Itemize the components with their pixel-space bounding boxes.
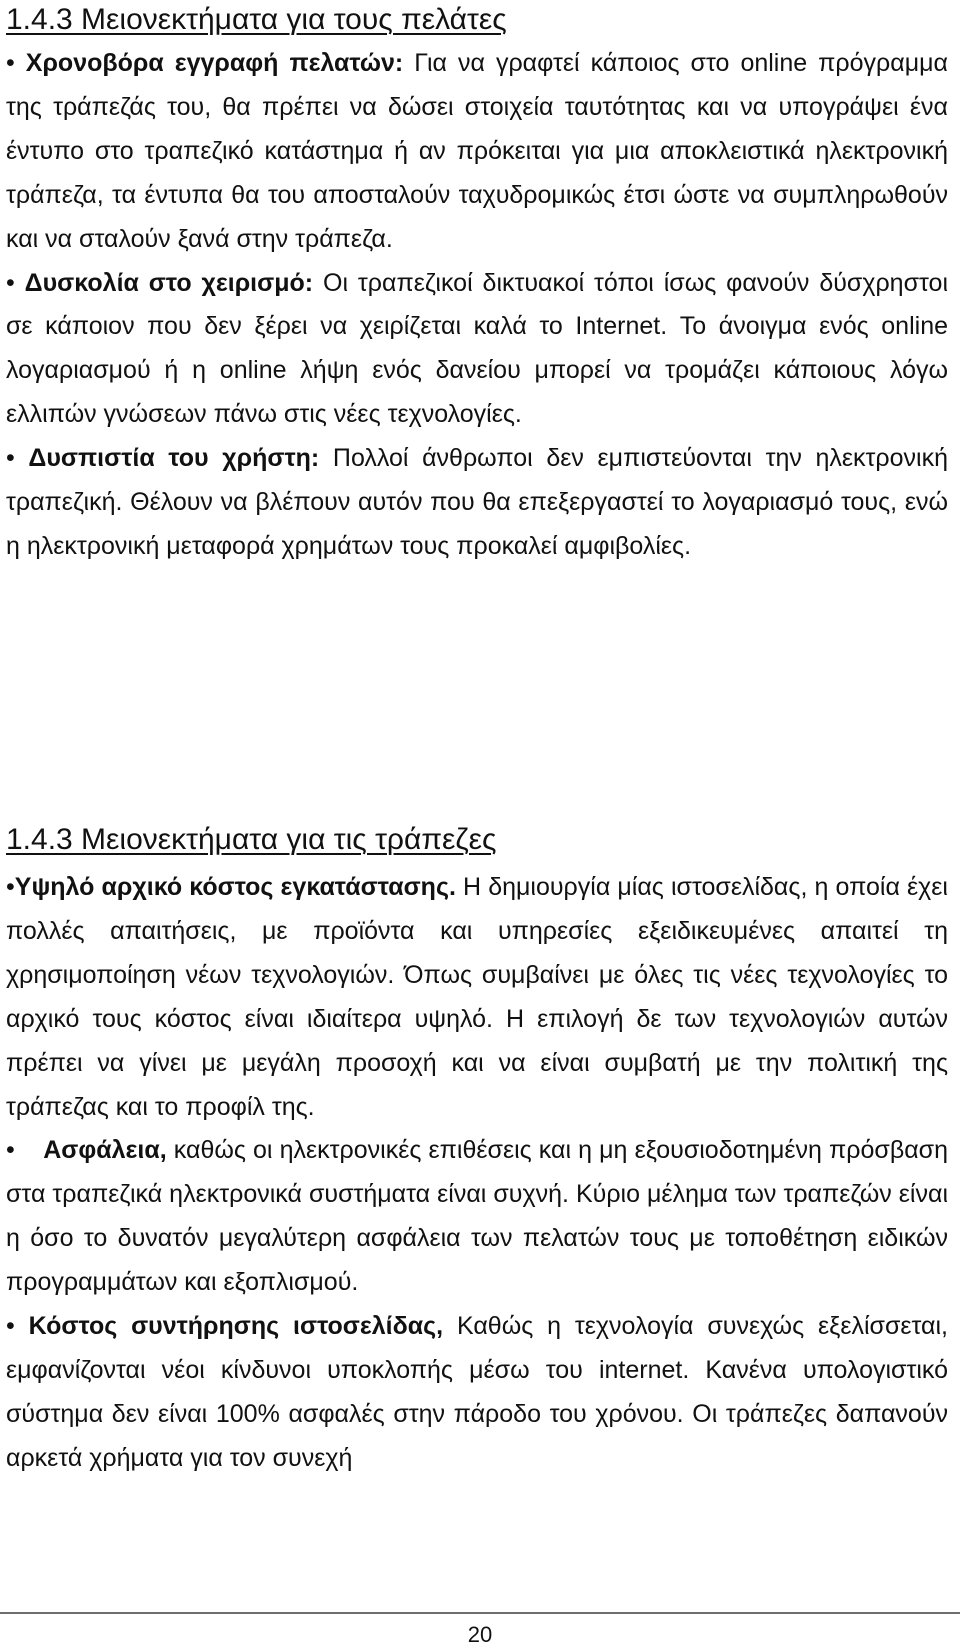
list-item-setup-cost: [6, 866, 956, 1129]
bullet: •: [6, 444, 29, 473]
item-text: Για να γραφτεί κάποιος στο online πρόγραμμα της τράπεζάς του, θα πρέπει να δώσει στοιχεία ταυτότητας και να υπογράψει ένα έντυπο στο τραπεζικό κατάστημα ή αν πρόκειται για μια αποκλειστικά ηλεκτρονική τράπεζα, τα έντυπα θα του αποσταλούν ταχυδρομικώς έτσι ώστε να συμπληρωθούν και να σταλούν ξανά στην τράπεζα.: [6, 49, 948, 253]
list-item-security: [6, 1129, 956, 1305]
bullet: •: [6, 268, 25, 297]
list-item-user-distrust: [6, 437, 956, 569]
section-bank-disadvantages: [6, 820, 956, 1481]
list-item-slow-registration: [6, 42, 956, 262]
item-text: Πολλοί άνθρωποι δεν εμπιστεύονται την ηλεκτρονική τραπεζική. Θέλουν να βλέπουν αυτόν που θα επεξεργαστεί το λογαριασμό τους, ενώ η ηλεκτρονική μεταφορά χρημάτων τους προκαλεί αμφιβολίες.: [6, 444, 949, 560]
item-text: καθώς οι ηλεκτρονικές επιθέσεις και η μη εξουσιοδοτημένη πρόσβαση στα τραπεζικά ηλεκτρονικά συστήματα είναι συχνή. Κύριο μέλημα των τραπεζών είναι η όσο το δυνατόν μεγαλύτερη ασφάλεια των πελατών τους με τοποθέτηση ειδικών προγραμμάτων και εξοπλισμού.: [6, 1136, 948, 1297]
bullet: •: [6, 1136, 44, 1165]
item-label: Χρονοβόρα εγγραφή πελατών:: [25, 49, 404, 77]
item-text: Καθώς η τεχνολογία συνεχώς εξελίσσεται, εμφανίζονται νέοι κίνδυνοι υποκλοπής μέσω του internet. Κανένα υπολογιστικό σύστημα δεν είναι 100% ασφαλές στην πάροδο του χρόνου. Οι τράπεζες δαπανούν αρκετά χρήματα για τον συνεχή: [6, 1312, 949, 1472]
footer-divider: [0, 1612, 960, 1614]
list-item-usability-difficulty: [6, 262, 956, 438]
item-text: Η δημιουργία μίας ιστοσελίδας, η οποία έχει πολλές απαιτήσεις, με προϊόντα και υπηρεσίες εξειδικευμένες απαιτεί τη χρησιμοποίηση νέων τεχνολογιών. Όπως συμβαίνει με όλες τις νέες τεχνολογίες το αρχικό τους κόστος είναι ιδιαίτερα υψηλό. Η επιλογή δε των τεχνολογιών αυτών πρέπει να γίνει με μεγάλη προσοχή και να είναι συμβατή με την πολιτική της τράπεζας και το προφίλ της.: [6, 873, 948, 1121]
bullet: •: [6, 1312, 29, 1341]
section-heading: 1.4.3 Μειονεκτήματα για τις τράπεζες: [6, 823, 497, 856]
item-label: Ασφάλεια,: [43, 1136, 167, 1165]
section-heading: 1.4.3 Μειονεκτήματα για τους πελάτες: [6, 3, 507, 36]
item-label: Δυσκολία στο χειρισμό:: [24, 268, 314, 297]
item-label: Κόστος συντήρησης ιστοσελίδας,: [28, 1312, 444, 1341]
section-customer-disadvantages: [6, 0, 956, 569]
item-text: Οι τραπεζικοί δικτυακοί τόποι ίσως φανούν δύσχρηστοι σε κάποιον που δεν ξέρει να χειρίζεται καλά το Internet. Το άνοιγμα ενός online λογαριασμού ή η online λήψη ενός δανείου μπορεί να τρομάζει κάποιους λόγω ελλιπών γνώσεων πάνω στις νέες τεχνολογίες.: [6, 268, 948, 429]
page-number: 20: [467, 1622, 493, 1647]
item-label: Υψηλό αρχικό κόστος εγκατάστασης.: [14, 873, 456, 901]
list-item-maintenance-cost: [6, 1305, 956, 1481]
bullet: •: [6, 873, 15, 901]
bullet: •: [6, 49, 26, 77]
item-label: Δυσπιστία του χρήστη:: [28, 444, 320, 473]
